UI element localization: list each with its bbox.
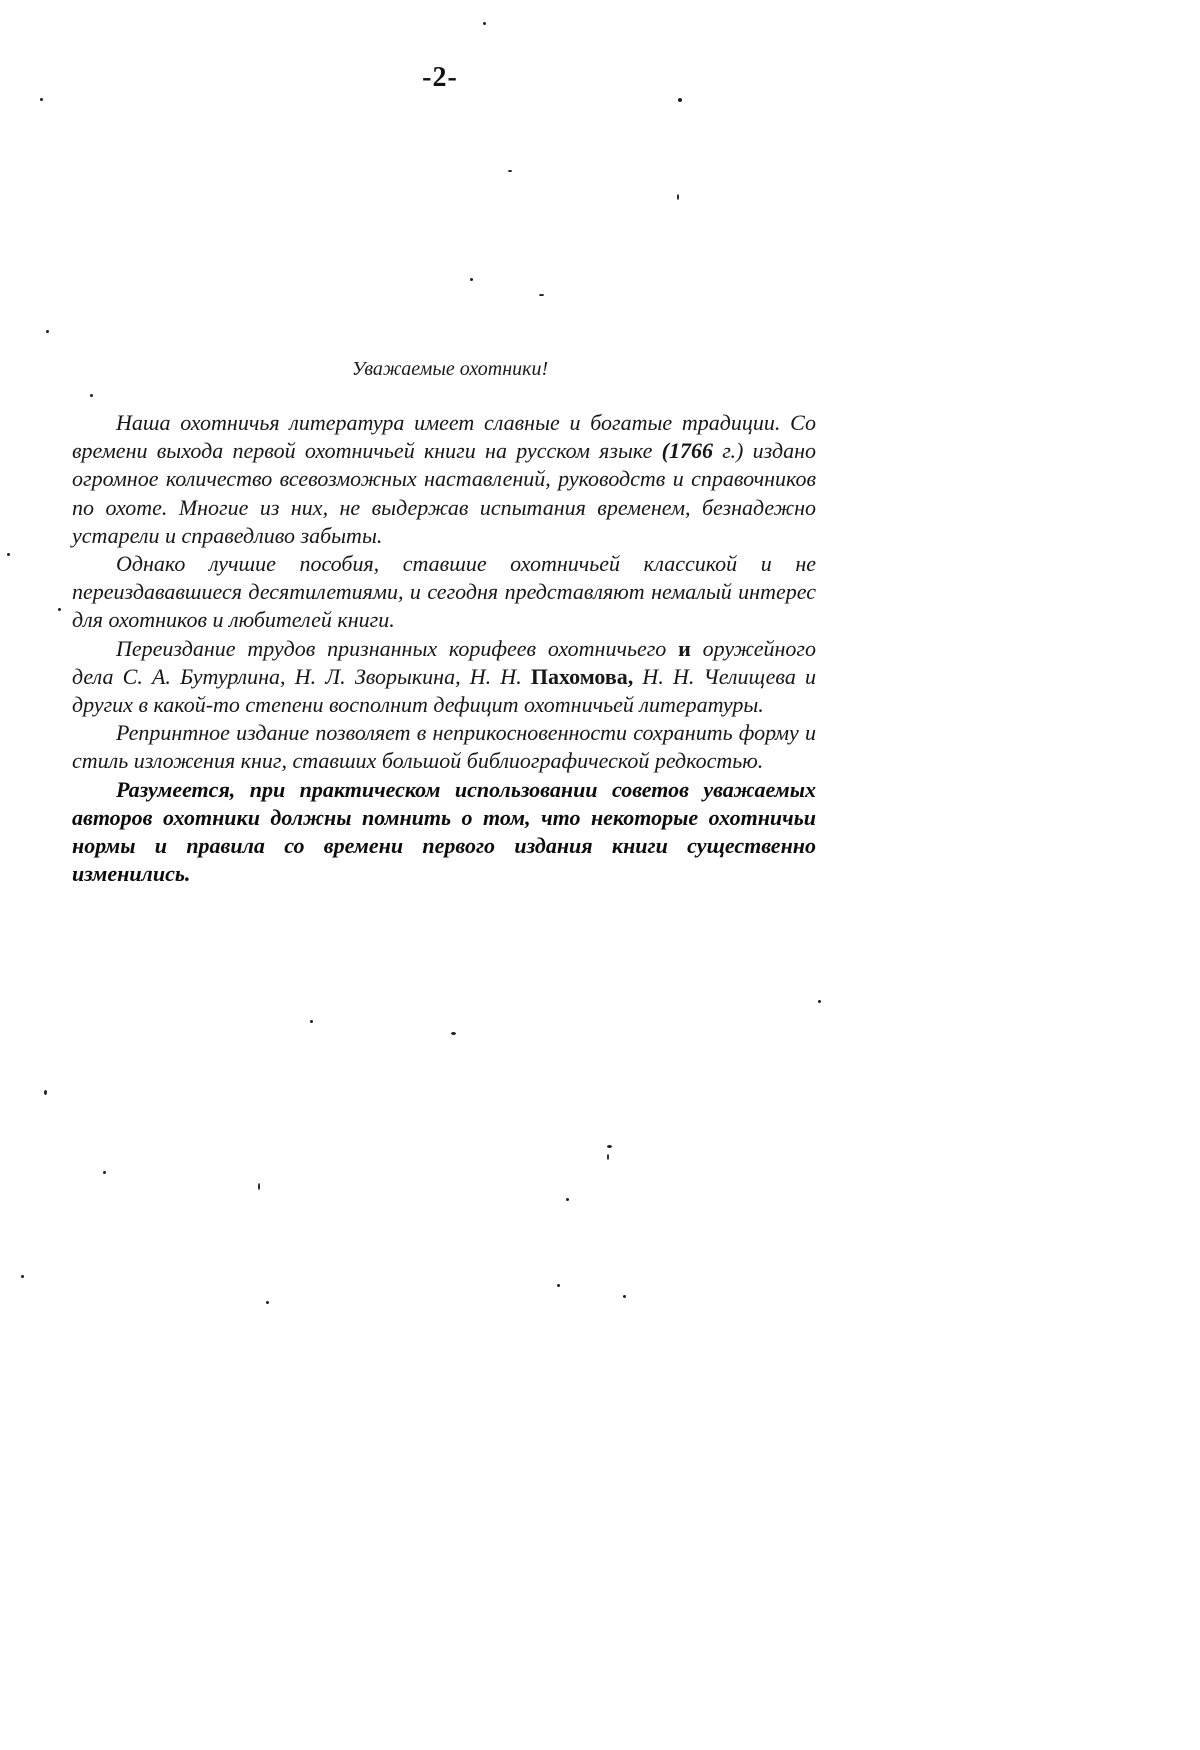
scan-speck-18	[103, 1171, 106, 1174]
paragraph-3	[72, 635, 816, 720]
paragraph-5: Разумеется, при практическом использовании советов уважаемых авторов охотники должны помнить о том, что некоторые охотничьи нормы и правила со времени первого издания книги существенно изменились.	[72, 776, 816, 887]
scan-speck-4	[508, 170, 512, 172]
paragraph-3-text-after: Н. Н. Челищева и других в какой-то степени восполнит дефицит охотничьей литературы.	[72, 663, 816, 718]
scan-speck-9	[90, 394, 93, 397]
scan-speck-22	[557, 1284, 560, 1287]
scan-speck-15	[44, 1090, 47, 1095]
scan-speck-14	[451, 1032, 456, 1035]
body-text	[72, 409, 816, 888]
page-heading: Уважаемые охотники!	[351, 358, 549, 380]
paragraph-1-text-after: г.) издано огромное количество всевозможных наставлений, руководств и справочников по охоте. Многие из них, не выдержав испытания временем, безнадежно устарели и справедливо забыты.	[72, 438, 816, 548]
paragraph-1-text-before: Наша охотничья литература имеет славные и богатые традиции. Со времени выхода первой охотничьей книги на русском языке	[72, 410, 816, 464]
scan-speck-21	[21, 1275, 24, 1278]
scan-speck-17	[607, 1154, 609, 1160]
paragraph-1-year: (1766	[661, 438, 713, 464]
paragraph-1	[72, 409, 816, 550]
scan-speck-20	[566, 1198, 569, 1201]
scan-speck-23	[266, 1301, 269, 1304]
paragraph-3-text-middle: оружейного дела С. А. Бутурлина, Н. Л. Зворыкина, Н. Н.	[72, 635, 816, 689]
scan-speck-3	[678, 98, 682, 102]
scan-speck-2	[40, 98, 43, 101]
scan-speck-16	[607, 1145, 612, 1148]
scan-speck-11	[58, 608, 61, 611]
scan-speck-10	[7, 553, 10, 556]
scan-speck-6	[470, 278, 473, 281]
paragraph-3-text-before: Переиздание трудов признанных корифеев охотничьего	[116, 635, 679, 661]
scan-speck-19	[258, 1183, 260, 1190]
paragraph-2: Однако лучшие пособия, ставшие охотничьей классикой и не переиздававшиеся десятилетиями, и сегодня представляют немалый интерес для охотников и любителей книги.	[72, 551, 816, 633]
page-number: -2-	[422, 62, 458, 93]
scan-speck-5	[677, 194, 679, 200]
paragraph-4: Репринтное издание позволяет в неприкосновенности сохранить форму и стиль изложения книг, ставших большой библиографической редкостью.	[72, 720, 816, 774]
paragraph-3-author-name: Пахомова,	[530, 663, 634, 689]
scan-speck-8	[46, 330, 49, 333]
scan-speck-7	[539, 294, 544, 296]
scan-speck-24	[623, 1295, 626, 1298]
scan-speck-12	[818, 1000, 821, 1003]
scan-speck-1	[483, 22, 486, 25]
paragraph-3-emphasis-and: и	[678, 635, 691, 661]
scan-speck-13	[310, 1020, 313, 1023]
